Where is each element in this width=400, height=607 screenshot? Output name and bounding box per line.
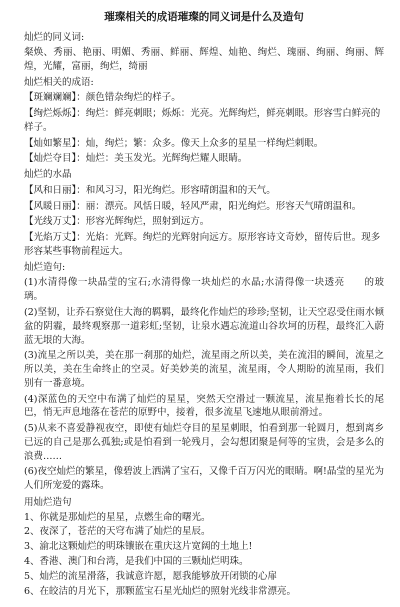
usage-item: 5、灿烂的流星滑落，我诚意许愿，愿我能够放开闭锁的心扉 <box>24 570 278 582</box>
usage-item: 6、在皎洁的月光下，那颗蓝宝石星光灿烂的照射光线非常漂亮。 <box>24 585 297 597</box>
idiom-term: 【斑斓斓斓】 <box>24 92 77 104</box>
idiom-term: 【绚烂烁烁】 <box>24 108 77 120</box>
idiom-entry <box>24 215 384 229</box>
usage-heading: 用灿烂造句 <box>24 496 72 508</box>
idiom-entry <box>24 200 384 214</box>
example-sentence: (3)流星之所以美，美在那一刹那的灿烂，流星雨之所以美，美在流泪的瞬间，流星之所以美，美在生命终止的空灵。好美妙美的流星，流星雨，令人期盼的流星雨，我们别有一番意境。 <box>24 350 384 389</box>
idiom-entry <box>24 231 384 259</box>
idiom-definition: ：和风习习，阳光绚烂。形容晴朗温和的天气。 <box>76 184 276 196</box>
idiom-definition: ：光焰：光辉。绚烂的光辉射向远方。原形容诗文奇妙，留传后世。现多形容某些事物前程远大。 <box>24 232 381 257</box>
idiom-term: 【风暖日丽】 <box>24 200 77 212</box>
idiom-term: 【光线万丈】 <box>24 216 77 228</box>
usage-item: 3、渝北这颗灿烂的明珠镶嵌在重庆这片宽阔的土地上! <box>24 541 253 553</box>
example-sentence: (5)从来不喜爱静视夜空，即使有灿烂夺目的星星刺眼，怕看到那一轮圆月，想到离乡已远的自己是那么孤独;或是怕看到一轮残月，会勾想团聚是何等的宝贵，会是多么的浪费…… <box>24 423 384 462</box>
usage-item: 2、夜深了，苍茫的天穹布满了灿烂的星辰。 <box>24 526 211 538</box>
usage-item: 1、你就是那灿烂的星星，点燃生命的曙光。 <box>24 511 211 523</box>
usage-item: 4、香港、澳门和台湾，是我们中国的三颗灿烂明珠。 <box>24 556 249 568</box>
synonym-heading: 灿烂的同义词: <box>24 32 85 44</box>
example-sentence: (4)深蓝色的天空中布满了灿烂的星星，突然天空滑过一颗流星，流星拖着长长的尾巴，悄无声息地落在苍茫的原野中，接着，很多流星飞速地从眼前滑过。 <box>24 393 384 419</box>
idiom-term: 【灿如繁星】 <box>24 137 77 149</box>
idiom-entry <box>24 137 384 151</box>
example-sentence: (6)夜空灿烂的繁星，像碧波上洒满了宝石，又像千百万闪光的眼睛。啊!晶莹的星光为人们所宠爱的露珠。 <box>24 466 384 492</box>
idiom-term: 【光焰万丈】 <box>24 232 77 244</box>
example-sentence: (1)水清得像一块晶莹的宝石;水清得像一块灿烂的水晶;水清得像一块透亮 的玻璃。 <box>24 277 384 303</box>
idiom-term: 【风和日丽】 <box>24 184 77 196</box>
idiom-entry <box>24 107 384 135</box>
idiom-definition: ：灿，绚烂；繁：众多。像天上众多的星星一样绚烂刺眼。 <box>76 137 324 149</box>
idiom-definition: ：颜色错杂绚烂的样子。 <box>76 92 181 104</box>
example-sentence: (2)坚韧，让乔石察觉住大海的羁羁，最终化作灿烂的珍珍;坚韧，让天空忍受住雨水倾盆的阴霾，最终观察那一道彩虹;坚韧，让泉水遇忘流道山谷坎坷的历程，最终汇入蔚蓝无垠的大海。 <box>24 307 384 346</box>
document-title: 璀璨相关的成语璀璨的同义词是什么及造句 <box>104 11 304 23</box>
idiom-entry <box>24 184 384 198</box>
idiom-entry <box>24 91 384 105</box>
synonym-list: 粲焕、秀丽、艳丽、明媚、秀丽、鲜丽、辉煌、灿艳、绚烂、瑰丽、绚丽、绚丽、辉煌，光耀，富丽，绚烂，绮丽 <box>24 46 384 72</box>
idiom-definition: ：灿烂：美玉发光。光辉绚烂耀人眼睛。 <box>76 153 248 165</box>
idiom-definition: ：形容光辉绚烂，照射到远方。 <box>76 216 210 228</box>
idiom-heading: 灿烂相关的成语: <box>24 76 94 88</box>
idiom-definition: ：绚烂：鲜亮刺眼；烁烁：光亮。光辉绚烂，鲜亮刺眼。形容雪白鲜亮的样子。 <box>24 108 381 133</box>
idiom-entry <box>24 152 384 166</box>
idiom-term: 【灿烂夺目】 <box>24 153 77 165</box>
sentence-heading: 灿烂造句: <box>24 261 66 273</box>
idiom-definition: ：丽：漂亮。风恬日暖，轻风严肃，阳光绚烂。形容天气晴朗温和。 <box>76 200 362 212</box>
crystal-heading: 灿烂的水晶 <box>24 169 72 181</box>
